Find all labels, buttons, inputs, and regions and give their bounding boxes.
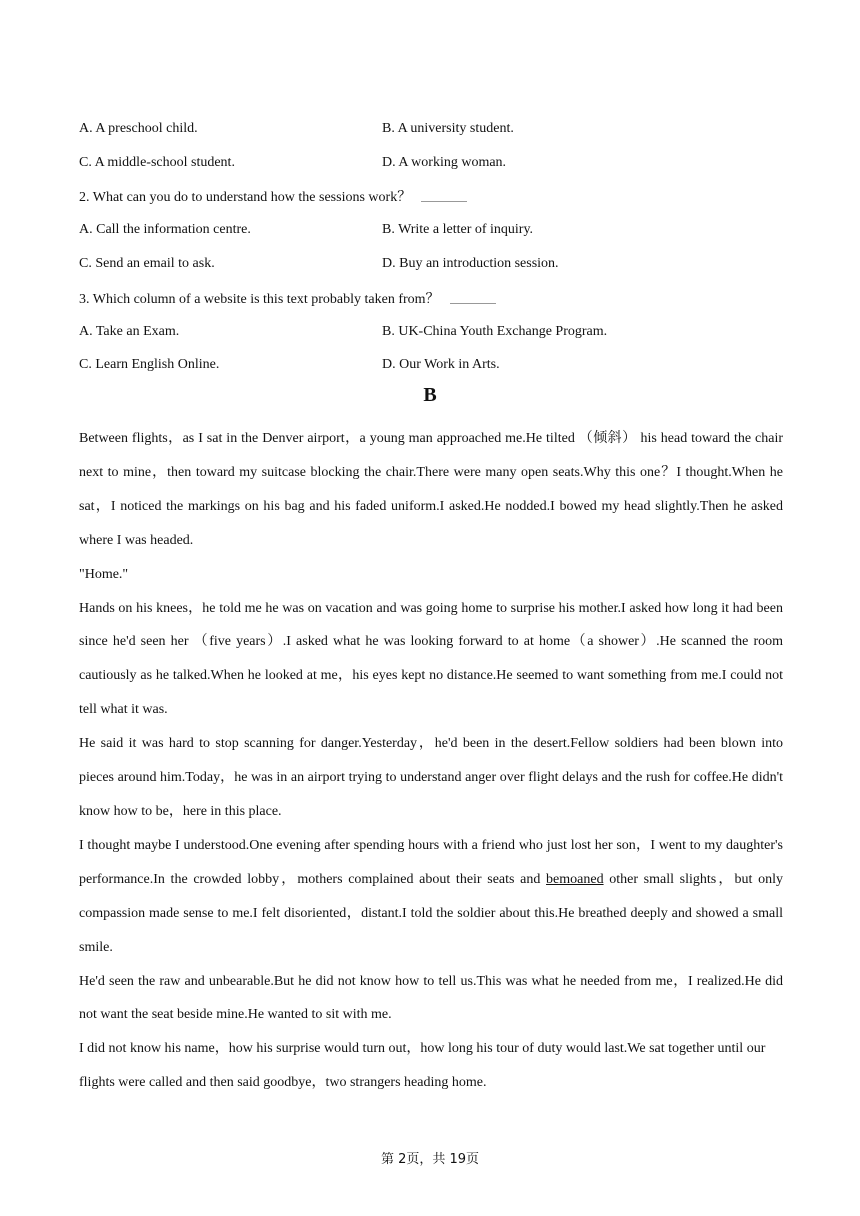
answer-blank (421, 200, 467, 202)
underlined-word: bemoaned (546, 871, 604, 887)
q1-option-b: B. A university student. (382, 120, 514, 136)
question-2-stem: 2. What can you do to understand how the sessions work？ (79, 190, 412, 206)
q2-option-d: D. Buy an introduction session. (382, 256, 559, 272)
q3-option-b: B. UK-China Youth Exchange Program. (382, 323, 608, 339)
q1-option-a: A. A preschool child. (79, 120, 198, 136)
q2-options-row-1 (79, 213, 779, 247)
q2-option-a: A. Call the information centre. (79, 222, 251, 238)
reading-passage (79, 422, 783, 1100)
q1-option-d: D. A working woman. (382, 154, 507, 170)
q3-option-d: D. Our Work in Arts. (382, 357, 500, 373)
passage-text: other small slights，but only compassion made sense to me.I felt disoriented，distant.I told the soldier about this.He breathed deeply and showed a small smile. (79, 871, 784, 955)
question-2 (79, 180, 779, 214)
q3-options-row-1 (79, 315, 779, 349)
question-3-stem: 3. Which column of a website is this text probably taken from？ (79, 291, 440, 307)
q1-options-row-2 (79, 146, 779, 180)
passage-paragraph: Between flights，as I sat in the Denver airport，a young man approached me.He tilted （倾斜） his head toward the chair next to mine，then toward my suitcase blocking the chair.There were many open seats.Why this one？I thought.When he sat，I noticed the markings on his bag and his faded uniform.I asked.He nodded.I bowed my head slightly.Then he asked where I was headed. (79, 431, 783, 548)
passage-paragraph: He said it was hard to stop scanning for danger.Yesterday，he'd been in the desert.Fellow soldiers had been blown into pieces around him.Today，he was in an airport trying to understand anger over flight delays and the rush for coffee.He didn't know how to be，here in this place. (79, 736, 783, 819)
passage-paragraph: I did not know his name，how his surprise would turn out，how long his tour of duty would last.We sat together until our flights were called and then said goodbye，two strangers heading home. (79, 1041, 766, 1091)
answer-blank (450, 302, 496, 304)
question-3 (79, 281, 779, 315)
q2-options-row-2 (79, 247, 779, 281)
q2-option-b: B. Write a letter of inquiry. (382, 222, 534, 238)
q1-option-c: C. A middle-school student. (79, 154, 235, 170)
passage-paragraph (79, 829, 783, 965)
q3-options-row-2 (79, 349, 779, 383)
q2-option-c: C. Send an email to ask. (79, 256, 215, 272)
q1-options-row-1 (79, 112, 779, 146)
passage-paragraph: He'd seen the raw and unbearable.But he did not know how to tell us.This was what he needed from me，I realized.He did not want the seat beside mine.He wanted to sit with me. (79, 973, 783, 1023)
page-footer: 第 2页，共 19页 (380, 1152, 480, 1167)
passage-text: I thought maybe I understood.One evening after spending hours with a friend who just lost her son，I went to my daughter's performance.In the crowded lobby，mothers complained about their seats and (79, 837, 783, 887)
questions-block (79, 112, 779, 382)
section-title: B (423, 384, 437, 406)
passage-paragraph: Hands on his knees，he told me he was on vacation and was going home to surprise his mother.I asked how long it had been since he'd seen her （five years）.I asked what he was looking forward to at home（a shower）.He scanned the room cautiously as he talked.When he looked at me，his eyes kept no distance.He seemed to want something from me.I could not tell what it was. (79, 600, 783, 718)
q3-option-a: A. Take an Exam. (79, 323, 180, 339)
passage-paragraph: "Home." (79, 566, 129, 582)
q3-option-c: C. Learn English Online. (79, 357, 220, 373)
